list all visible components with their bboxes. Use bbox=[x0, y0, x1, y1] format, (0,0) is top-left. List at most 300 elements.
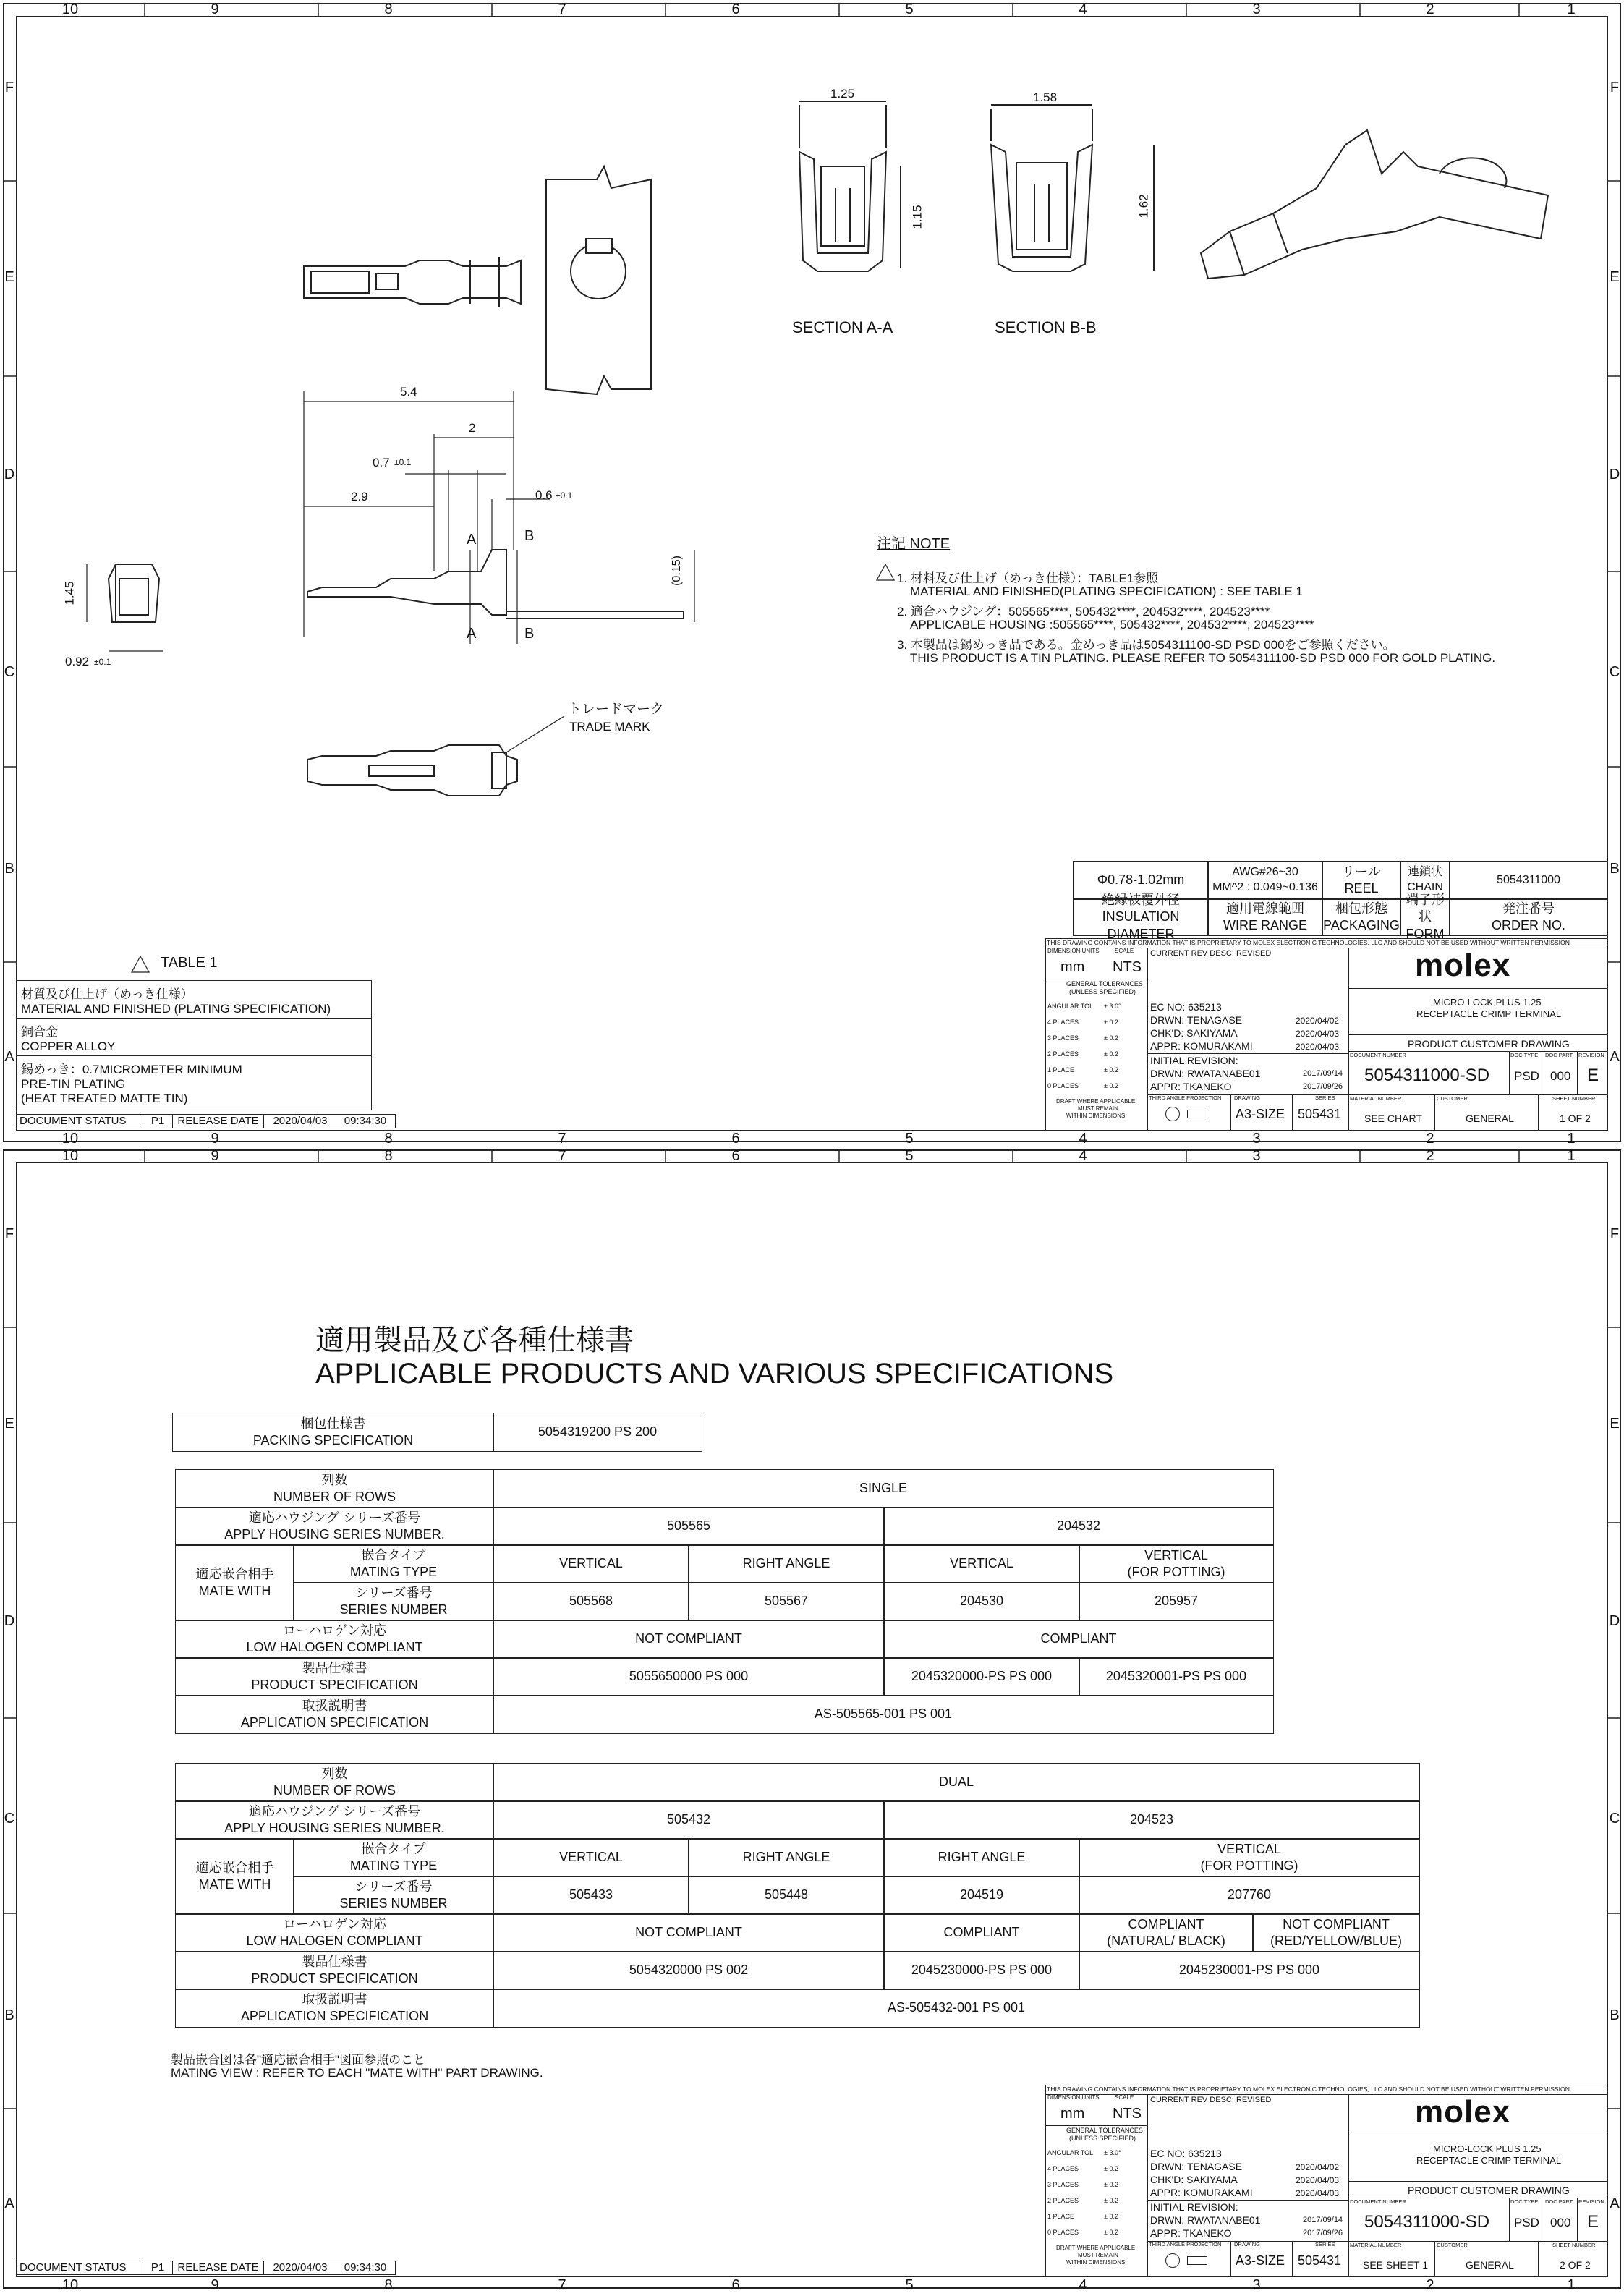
material-number-label: MATERIAL NUMBER bbox=[1350, 2242, 1402, 2248]
revision-label: REVISION bbox=[1578, 2198, 1604, 2205]
product-spec-value: 2045230000-PS PS 000 bbox=[883, 1951, 1080, 1990]
note-line: APPLICABLE HOUSING :505565****, 505432****, 204532****, 204523**** bbox=[910, 618, 1314, 632]
unless-specified: (UNLESS SPECIFIED) bbox=[1069, 988, 1136, 995]
title-block bbox=[1045, 2085, 1608, 2277]
row-label: B bbox=[1610, 861, 1620, 877]
current-rev-desc: CURRENT REV DESC: REVISED bbox=[1150, 2096, 1272, 2104]
dim-0-6: 0.6 bbox=[535, 488, 553, 502]
angular-tolerance-value: ± 3.0° bbox=[1104, 1003, 1121, 1010]
column-label: 5 bbox=[905, 1, 914, 17]
draft-note: DRAFT WHERE APPLICABLE bbox=[1056, 2245, 1136, 2251]
sheet-size: A3-SIZE bbox=[1236, 1107, 1285, 1121]
initial-approved-by: APPR: TKANEKO bbox=[1150, 1081, 1232, 1092]
dim-5-4: 5.4 bbox=[400, 385, 417, 399]
row-label: B bbox=[4, 861, 14, 877]
table1 bbox=[16, 980, 372, 1110]
drawn-date: 2020/04/02 bbox=[1296, 2162, 1340, 2172]
column-label: 1 bbox=[1567, 1131, 1576, 1147]
table1-title: TABLE 1 bbox=[161, 955, 218, 971]
application-spec-label: 取扱説明書 APPLICATION SPECIFICATION bbox=[175, 1989, 494, 2028]
application-spec-value: AS-505432-001 PS 001 bbox=[493, 1989, 1420, 2028]
housing-value: 204523 bbox=[883, 1800, 1420, 1840]
packaging-header: 梱包形態 PACKAGING bbox=[1322, 898, 1401, 936]
column-label: 10 bbox=[61, 1148, 79, 1164]
drawn-date: 2020/04/02 bbox=[1296, 1016, 1340, 1026]
column-label: 2 bbox=[1426, 1148, 1434, 1164]
product-spec-value: 5054320000 PS 002 bbox=[493, 1951, 885, 1990]
section-marker-b: B bbox=[524, 626, 535, 642]
housing-value: 505432 bbox=[493, 1800, 885, 1840]
application-spec-value: AS-505565-001 PS 001 bbox=[493, 1695, 1274, 1734]
angular-tolerance: ANGULAR TOL bbox=[1047, 2149, 1094, 2156]
table1-base: COPPER ALLOY bbox=[21, 1039, 116, 1053]
scale-label: SCALE bbox=[1115, 948, 1134, 954]
row-label: F bbox=[4, 80, 14, 95]
release-date: 2020/04/03 bbox=[273, 2261, 328, 2274]
section-aa-label: SECTION A-A bbox=[792, 318, 893, 336]
dimension-units-label: DIMENSION UNITS bbox=[1047, 948, 1100, 954]
dim-0-92: 0.92 bbox=[65, 655, 90, 668]
dim-1-25: 1.25 bbox=[830, 87, 855, 101]
scale-value: NTS bbox=[1113, 2106, 1142, 2122]
housing-value: 204532 bbox=[883, 1507, 1274, 1546]
product-spec-value: 2045320000-PS PS 000 bbox=[883, 1657, 1080, 1696]
page-title-jp: 適用製品及び各種仕様書 bbox=[315, 1325, 634, 1356]
rows-label: 列数 NUMBER OF ROWS bbox=[175, 1469, 494, 1508]
column-label: 2 bbox=[1426, 2277, 1434, 2293]
tolerance-value: ± 0.2 bbox=[1104, 1082, 1118, 1089]
wire-range-value: AWG#26~30 MM^2 : 0.049~0.136 bbox=[1207, 861, 1323, 900]
column-label: 6 bbox=[731, 1148, 740, 1164]
tolerance-2-places: 2 PLACES bbox=[1047, 2197, 1079, 2204]
trademark-label: TRADE MARK bbox=[569, 720, 650, 734]
order-number-header: 発注番号 ORDER NO. bbox=[1449, 898, 1608, 936]
tolerance-value: ± 0.2 bbox=[1104, 2165, 1118, 2172]
column-label: 8 bbox=[384, 2277, 393, 2293]
initial-drawn-by: DRWN: RWATANABE01 bbox=[1150, 2214, 1261, 2226]
order-number-value: 5054311000 bbox=[1449, 861, 1608, 900]
column-label: 5 bbox=[905, 1148, 914, 1164]
initial-approved-by: APPR: TKANEKO bbox=[1150, 2227, 1232, 2239]
ec-number: EC NO: 635213 bbox=[1150, 1001, 1222, 1013]
dim-0-15: (0.15) bbox=[670, 556, 683, 586]
column-label: 7 bbox=[558, 1, 566, 17]
tolerance-value: ± 0.2 bbox=[1104, 1050, 1118, 1058]
mating-type-value: RIGHT ANGLE bbox=[883, 1838, 1080, 1877]
note-title: 注記 NOTE bbox=[877, 536, 951, 552]
note-line: THIS PRODUCT IS A TIN PLATING. PLEASE REFER TO 5054311100-SD PSD 000 FOR GOLD PLATING. bbox=[910, 651, 1496, 665]
series-number-label: シリーズ番号 SERIES NUMBER bbox=[293, 1876, 494, 1915]
column-label: 9 bbox=[211, 1148, 219, 1164]
column-label: 9 bbox=[211, 1131, 219, 1147]
mating-type-value: RIGHT ANGLE bbox=[688, 1838, 885, 1877]
document-number-label: DOCUMENT NUMBER bbox=[1350, 2198, 1406, 2205]
column-label: 7 bbox=[558, 1131, 566, 1147]
initial-revision: INITIAL REVISION: bbox=[1150, 1055, 1238, 1066]
footnote-jp: 製品嵌合図は各"適応嵌合相手"図面参照のこと bbox=[171, 2053, 426, 2067]
column-label: 1 bbox=[1567, 2277, 1576, 2293]
release-time: 09:34:30 bbox=[344, 2261, 387, 2274]
initial-approved-date: 2017/09/26 bbox=[1303, 1082, 1343, 1091]
tolerance-4-places: 4 PLACES bbox=[1047, 1019, 1079, 1026]
material-number-label: MATERIAL NUMBER bbox=[1350, 1095, 1402, 1102]
row-label: C bbox=[4, 1811, 15, 1827]
column-label: 10 bbox=[61, 1131, 79, 1147]
packaging-value: リール REEL bbox=[1322, 861, 1401, 900]
unless-specified: (UNLESS SPECIFIED) bbox=[1069, 2135, 1136, 2142]
units-value: mm bbox=[1060, 959, 1085, 975]
series-value: 505431 bbox=[1298, 1107, 1342, 1121]
initial-drawn-date: 2017/09/14 bbox=[1303, 1069, 1343, 1078]
housing-label: 適応ハウジング シリーズ番号 APPLY HOUSING SERIES NUMBER. bbox=[175, 1800, 494, 1840]
table1-plating: 錫めっき：0.7MICROMETER MINIMUM bbox=[21, 1063, 242, 1076]
mating-type-value: RIGHT ANGLE bbox=[688, 1544, 885, 1583]
product-spec-label: 製品仕様書 PRODUCT SPECIFICATION bbox=[175, 1657, 494, 1696]
product-spec-value: 5055650000 PS 000 bbox=[493, 1657, 885, 1696]
initial-revision: INITIAL REVISION: bbox=[1150, 2201, 1238, 2213]
row-label: F bbox=[1610, 80, 1620, 95]
series-number-value: 207760 bbox=[1079, 1876, 1420, 1915]
row-label: C bbox=[1609, 1811, 1620, 1827]
column-label: 6 bbox=[731, 1131, 740, 1147]
dim-2: 2 bbox=[469, 421, 476, 435]
note-line: MATERIAL AND FINISHED(PLATING SPECIFICATION) : SEE TABLE 1 bbox=[910, 584, 1303, 598]
note-line: 3. 本製品は錫めっき品である。金めっき品は5054311100-SD PSD 000をご参照ください。 bbox=[897, 638, 1395, 652]
checked-by: CHK'D: SAKIYAMA bbox=[1150, 1027, 1238, 1039]
row-label: D bbox=[1609, 1613, 1620, 1629]
document-status-bar bbox=[16, 2261, 396, 2275]
general-tolerances: GENERAL TOLERANCES bbox=[1066, 2127, 1143, 2134]
mating-type-value: VERTICAL (FOR POTTING) bbox=[1079, 1838, 1420, 1877]
row-label: C bbox=[4, 664, 15, 680]
rows-value: SINGLE bbox=[493, 1469, 1274, 1508]
series-number-value: 505433 bbox=[493, 1876, 689, 1915]
column-label: 7 bbox=[558, 2277, 566, 2293]
customer: GENERAL bbox=[1466, 1113, 1514, 1124]
halogen-label: ローハロゲン対応 LOW HALOGEN COMPLIANT bbox=[175, 1620, 494, 1659]
section-marker-b: B bbox=[524, 528, 535, 544]
tolerance-1-place: 1 PLACE bbox=[1047, 1066, 1075, 1073]
mating-type-value: VERTICAL bbox=[883, 1544, 1080, 1583]
column-label: 4 bbox=[1079, 1131, 1087, 1147]
document-status-bar bbox=[16, 1114, 396, 1128]
series-number-label: シリーズ番号 SERIES NUMBER bbox=[293, 1582, 494, 1621]
document-number: 5054311000-SD bbox=[1364, 2212, 1490, 2232]
status-label: DOCUMENT STATUS bbox=[17, 1115, 143, 1128]
dim-1-45: 1.45 bbox=[62, 581, 77, 605]
release-time: 09:34:30 bbox=[344, 1115, 387, 1127]
application-spec-label: 取扱説明書 APPLICATION SPECIFICATION bbox=[175, 1695, 494, 1734]
drawing-type: PRODUCT CUSTOMER DRAWING bbox=[1408, 1038, 1570, 1050]
series-label: SERIES bbox=[1315, 2241, 1335, 2248]
proprietary-notice: THIS DRAWING CONTAINS INFORMATION THAT IS PROPRIETARY TO MOLEX ELECTRONIC TECHNOLOGIES, LLC AND SHOULD NOT BE USED WITHOUT WRITTEN PERMISSION bbox=[1047, 939, 1570, 946]
column-label: 2 bbox=[1426, 1131, 1434, 1147]
series-number-value: 505448 bbox=[688, 1876, 885, 1915]
note-line: 1. 材料及び仕上げ（めっき仕様）：TABLE1参照 bbox=[897, 571, 1159, 585]
release-date: 2020/04/03 bbox=[273, 1115, 328, 1127]
molex-logo: molex bbox=[1415, 948, 1511, 983]
drawing-sheet-1 bbox=[0, 0, 1624, 1147]
row-label: E bbox=[1610, 269, 1620, 285]
scale-label: SCALE bbox=[1115, 2094, 1134, 2101]
approved-by: APPR: KOMURAKAMI bbox=[1150, 2187, 1253, 2198]
column-label: 6 bbox=[731, 1, 740, 17]
tolerance-value: ± 0.2 bbox=[1104, 2181, 1118, 2188]
column-label: 2 bbox=[1426, 1, 1434, 17]
doc-type: PSD bbox=[1514, 1069, 1539, 1083]
column-label: 9 bbox=[211, 2277, 219, 2293]
dim-1-62: 1.62 bbox=[1136, 194, 1151, 218]
row-label: F bbox=[4, 1226, 14, 1242]
customer: GENERAL bbox=[1466, 2259, 1514, 2271]
scale-value: NTS bbox=[1113, 959, 1142, 975]
series-number-value: 204519 bbox=[883, 1876, 1080, 1915]
column-label: 3 bbox=[1252, 1148, 1261, 1164]
molex-logo: molex bbox=[1415, 2094, 1511, 2130]
drawing-label: DRAWING bbox=[1234, 1094, 1260, 1101]
column-label: 4 bbox=[1079, 1, 1087, 17]
row-label: F bbox=[1610, 1226, 1620, 1242]
draft-note: MUST REMAIN bbox=[1078, 2252, 1118, 2258]
tolerance-value: ± 0.2 bbox=[1104, 2197, 1118, 2204]
series-number-value: 505568 bbox=[493, 1582, 689, 1621]
product-spec-label: 製品仕様書 PRODUCT SPECIFICATION bbox=[175, 1951, 494, 1990]
column-label: 7 bbox=[558, 1148, 566, 1164]
proprietary-notice: THIS DRAWING CONTAINS INFORMATION THAT IS PROPRIETARY TO MOLEX ELECTRONIC TECHNOLOGIES, LLC AND SHOULD NOT BE USED WITHOUT WRITTEN PERMISSION bbox=[1047, 2085, 1570, 2093]
tolerance-value: ± 0.2 bbox=[1104, 1034, 1118, 1042]
sheet-number: 2 OF 2 bbox=[1560, 2259, 1591, 2271]
table1-plating-note: (HEAT TREATED MATTE TIN) bbox=[21, 1092, 188, 1105]
column-label: 10 bbox=[61, 2277, 79, 2293]
rows-label: 列数 NUMBER OF ROWS bbox=[175, 1763, 494, 1802]
tolerance-1-place: 1 PLACE bbox=[1047, 2213, 1075, 2220]
tolerance-value: ± 0.2 bbox=[1104, 1019, 1118, 1026]
approved-by: APPR: KOMURAKAMI bbox=[1150, 1040, 1253, 1052]
release-date-label: RELEASE DATE bbox=[173, 2261, 264, 2274]
customer-label: CUSTOMER bbox=[1437, 2242, 1468, 2248]
mating-type-value: VERTICAL bbox=[493, 1838, 689, 1877]
row-label: A bbox=[4, 2195, 14, 2211]
column-label: 8 bbox=[384, 1, 393, 17]
column-label: 1 bbox=[1567, 1, 1576, 17]
section-marker-a: A bbox=[467, 626, 477, 642]
table1-base-jp: 銅合金 bbox=[21, 1025, 58, 1039]
dim-0-7-tol: ±0.1 bbox=[394, 457, 412, 467]
drawing-type: PRODUCT CUSTOMER DRAWING bbox=[1408, 2185, 1570, 2196]
projection-label: THIRD ANGLE PROJECTION bbox=[1149, 1094, 1222, 1101]
doc-type-label: DOC TYPE bbox=[1510, 2198, 1539, 2205]
projection-symbol-icon bbox=[1165, 2253, 1180, 2268]
sheet-size: A3-SIZE bbox=[1236, 2253, 1285, 2268]
rows-value: DUAL bbox=[493, 1763, 1420, 1802]
column-label: 4 bbox=[1079, 2277, 1087, 2293]
wire-range-header: 適用電線範囲 WIRE RANGE bbox=[1207, 898, 1323, 936]
column-label: 1 bbox=[1567, 1148, 1576, 1164]
general-tolerances: GENERAL TOLERANCES bbox=[1066, 980, 1143, 987]
drawn-by: DRWN: TENAGASE bbox=[1150, 2161, 1243, 2172]
column-label: 9 bbox=[211, 1, 219, 17]
packing-spec-label: 梱包仕様書 PACKING SPECIFICATION bbox=[172, 1413, 494, 1452]
column-label: 5 bbox=[905, 2277, 914, 2293]
draft-note: DRAFT WHERE APPLICABLE bbox=[1056, 1098, 1136, 1105]
housing-label: 適応ハウジング シリーズ番号 APPLY HOUSING SERIES NUMBER. bbox=[175, 1507, 494, 1546]
row-label: C bbox=[1609, 664, 1620, 680]
revision: E bbox=[1587, 1066, 1599, 1085]
product-description: RECEPTACLE CRIMP TERMINAL bbox=[1416, 2155, 1562, 2166]
column-label: 8 bbox=[384, 1148, 393, 1164]
column-label: 8 bbox=[384, 1131, 393, 1147]
insulation-diameter-value: Φ0.78-1.02mm bbox=[1073, 861, 1209, 900]
doc-type: PSD bbox=[1514, 2216, 1539, 2229]
row-label: B bbox=[4, 2007, 14, 2023]
table1-material-label: MATERIAL AND FINISHED (PLATING SPECIFICATION) bbox=[21, 1002, 331, 1016]
footnote: MATING VIEW : REFER TO EACH "MATE WITH" PART DRAWING. bbox=[171, 2066, 543, 2080]
column-label: 10 bbox=[61, 1, 79, 17]
drawn-by: DRWN: TENAGASE bbox=[1150, 1014, 1243, 1026]
tolerance-2-places: 2 PLACES bbox=[1047, 1050, 1079, 1058]
initial-drawn-by: DRWN: RWATANABE01 bbox=[1150, 1068, 1261, 1079]
product-spec-value: 2045320001-PS PS 000 bbox=[1079, 1657, 1274, 1696]
table1-plating-type: PRE-TIN PLATING bbox=[21, 1077, 126, 1091]
document-number: 5054311000-SD bbox=[1364, 1066, 1490, 1085]
title-block bbox=[1045, 938, 1608, 1131]
note-line: 2. 適合ハウジング：505565****, 505432****, 204532****, 204523**** bbox=[897, 605, 1270, 618]
doc-type-label: DOC TYPE bbox=[1510, 1052, 1539, 1058]
series-number-value: 505567 bbox=[688, 1582, 885, 1621]
series-label: SERIES bbox=[1315, 1094, 1335, 1101]
doc-part: 000 bbox=[1550, 1069, 1571, 1083]
housing-value: 505565 bbox=[493, 1507, 885, 1546]
tolerance-0-places: 0 PLACES bbox=[1047, 1082, 1079, 1089]
row-label: D bbox=[4, 467, 15, 482]
tolerance-value: ± 0.2 bbox=[1104, 2229, 1118, 2236]
row-label: D bbox=[1609, 467, 1620, 482]
packing-spec-value: 5054319200 PS 200 bbox=[493, 1413, 702, 1452]
projection-symbol-icon bbox=[1187, 1110, 1207, 1118]
mating-type-value: VERTICAL (FOR POTTING) bbox=[1079, 1544, 1274, 1583]
table1-material-label-jp: 材質及び仕上げ（めっき仕様） bbox=[21, 987, 193, 1001]
projection-symbol-icon bbox=[1187, 2256, 1207, 2265]
revision-label: REVISION bbox=[1578, 1052, 1604, 1058]
status-code: P1 bbox=[143, 2261, 173, 2274]
ec-number: EC NO: 635213 bbox=[1150, 2148, 1222, 2159]
current-rev-desc: CURRENT REV DESC: REVISED bbox=[1150, 949, 1272, 958]
dim-0-7: 0.7 bbox=[373, 456, 390, 469]
drawing-sheet-2 bbox=[0, 1147, 1624, 2293]
dim-0-92-tol: ±0.1 bbox=[94, 657, 111, 667]
checked-by: CHK'D: SAKIYAMA bbox=[1150, 2174, 1238, 2185]
row-label: B bbox=[1610, 2007, 1620, 2023]
form-header: 端子形状 FORM bbox=[1400, 898, 1450, 936]
units-value: mm bbox=[1060, 2106, 1085, 2122]
series-value: 505431 bbox=[1298, 2253, 1342, 2268]
row-label: A bbox=[1610, 2195, 1620, 2211]
product-description: RECEPTACLE CRIMP TERMINAL bbox=[1416, 1008, 1562, 1019]
halogen-value: NOT COMPLIANT (RED/YELLOW/BLUE) bbox=[1252, 1913, 1420, 1952]
sheet-number-label: SHEET NUMBER bbox=[1552, 2242, 1596, 2248]
section-marker-a: A bbox=[467, 532, 477, 548]
column-label: 3 bbox=[1252, 1131, 1261, 1147]
series-number-value: 204530 bbox=[883, 1582, 1080, 1621]
form-value: 連鎖状 CHAIN bbox=[1400, 861, 1450, 900]
sheet-number: 1 OF 2 bbox=[1560, 1113, 1591, 1124]
section-bb-label: SECTION B-B bbox=[995, 318, 1097, 336]
product-name: MICRO-LOCK PLUS 1.25 bbox=[1433, 997, 1542, 1008]
projection-symbol-icon bbox=[1165, 1107, 1180, 1121]
dim-1-15: 1.15 bbox=[910, 205, 924, 229]
column-label: 5 bbox=[905, 1131, 914, 1147]
material-number: SEE CHART bbox=[1364, 1113, 1422, 1124]
angular-tolerance-value: ± 3.0° bbox=[1104, 2149, 1121, 2156]
product-name: MICRO-LOCK PLUS 1.25 bbox=[1433, 2143, 1542, 2154]
row-label: E bbox=[4, 269, 14, 285]
halogen-value: NOT COMPLIANT bbox=[493, 1620, 885, 1659]
column-label: 6 bbox=[731, 2277, 740, 2293]
row-label: D bbox=[4, 1613, 15, 1629]
status-label: DOCUMENT STATUS bbox=[17, 2261, 143, 2274]
row-label: E bbox=[1610, 1416, 1620, 1432]
row-label: E bbox=[4, 1416, 14, 1432]
column-label: 4 bbox=[1079, 1148, 1087, 1164]
mate-with-label: 適応嵌合相手 MATE WITH bbox=[175, 1838, 294, 1915]
material-number: SEE SHEET 1 bbox=[1363, 2259, 1429, 2271]
halogen-value: COMPLIANT bbox=[883, 1620, 1274, 1659]
draft-note: WITHIN DIMENSIONS bbox=[1066, 1113, 1126, 1119]
tolerance-value: ± 0.2 bbox=[1104, 2213, 1118, 2220]
tolerance-0-places: 0 PLACES bbox=[1047, 2229, 1079, 2236]
customer-label: CUSTOMER bbox=[1437, 1095, 1468, 1102]
series-number-value: 205957 bbox=[1079, 1582, 1274, 1621]
insulation-diameter-header: 絶縁被覆外径 INSULATION DIAMETER bbox=[1073, 898, 1209, 936]
halogen-label: ローハロゲン対応 LOW HALOGEN COMPLIANT bbox=[175, 1913, 494, 1952]
product-spec-value: 2045230001-PS PS 000 bbox=[1079, 1951, 1420, 1990]
angular-tolerance: ANGULAR TOL bbox=[1047, 1003, 1094, 1010]
approved-date: 2020/04/03 bbox=[1296, 1042, 1340, 1052]
sheet-number-label: SHEET NUMBER bbox=[1552, 1095, 1596, 1102]
page-title: APPLICABLE PRODUCTS AND VARIOUS SPECIFICATIONS bbox=[315, 1358, 1114, 1390]
trademark-label-jp: トレードマーク bbox=[568, 702, 665, 717]
checked-date: 2020/04/03 bbox=[1296, 1029, 1340, 1039]
row-label: A bbox=[1610, 1049, 1620, 1065]
tolerance-value: ± 0.2 bbox=[1104, 1066, 1118, 1073]
halogen-value: COMPLIANT bbox=[883, 1913, 1080, 1952]
dim-1-58: 1.58 bbox=[1033, 90, 1058, 104]
tolerance-3-places: 3 PLACES bbox=[1047, 1034, 1079, 1042]
release-date-label: RELEASE DATE bbox=[173, 1115, 264, 1128]
dimension-units-label: DIMENSION UNITS bbox=[1047, 2094, 1100, 2101]
status-code: P1 bbox=[143, 1115, 173, 1128]
initial-drawn-date: 2017/09/14 bbox=[1303, 2216, 1343, 2224]
initial-approved-date: 2017/09/26 bbox=[1303, 2229, 1343, 2237]
projection-label: THIRD ANGLE PROJECTION bbox=[1149, 2241, 1222, 2248]
approved-date: 2020/04/03 bbox=[1296, 2188, 1340, 2198]
revision: E bbox=[1587, 2212, 1599, 2232]
draft-note: MUST REMAIN bbox=[1078, 1105, 1118, 1112]
document-number-label: DOCUMENT NUMBER bbox=[1350, 1052, 1406, 1058]
mating-type-value: VERTICAL bbox=[493, 1544, 689, 1583]
column-label: 3 bbox=[1252, 2277, 1261, 2293]
draft-note: WITHIN DIMENSIONS bbox=[1066, 2259, 1126, 2266]
halogen-value: NOT COMPLIANT bbox=[493, 1913, 885, 1952]
mate-with-label: 適応嵌合相手 MATE WITH bbox=[175, 1544, 294, 1621]
tolerance-3-places: 3 PLACES bbox=[1047, 2181, 1079, 2188]
drawing-label: DRAWING bbox=[1234, 2241, 1260, 2248]
doc-part: 000 bbox=[1550, 2216, 1571, 2229]
tolerance-4-places: 4 PLACES bbox=[1047, 2165, 1079, 2172]
mating-type-label: 嵌合タイプ MATING TYPE bbox=[293, 1544, 494, 1583]
column-label: 3 bbox=[1252, 1, 1261, 17]
halogen-value: COMPLIANT (NATURAL/ BLACK) bbox=[1079, 1913, 1254, 1952]
